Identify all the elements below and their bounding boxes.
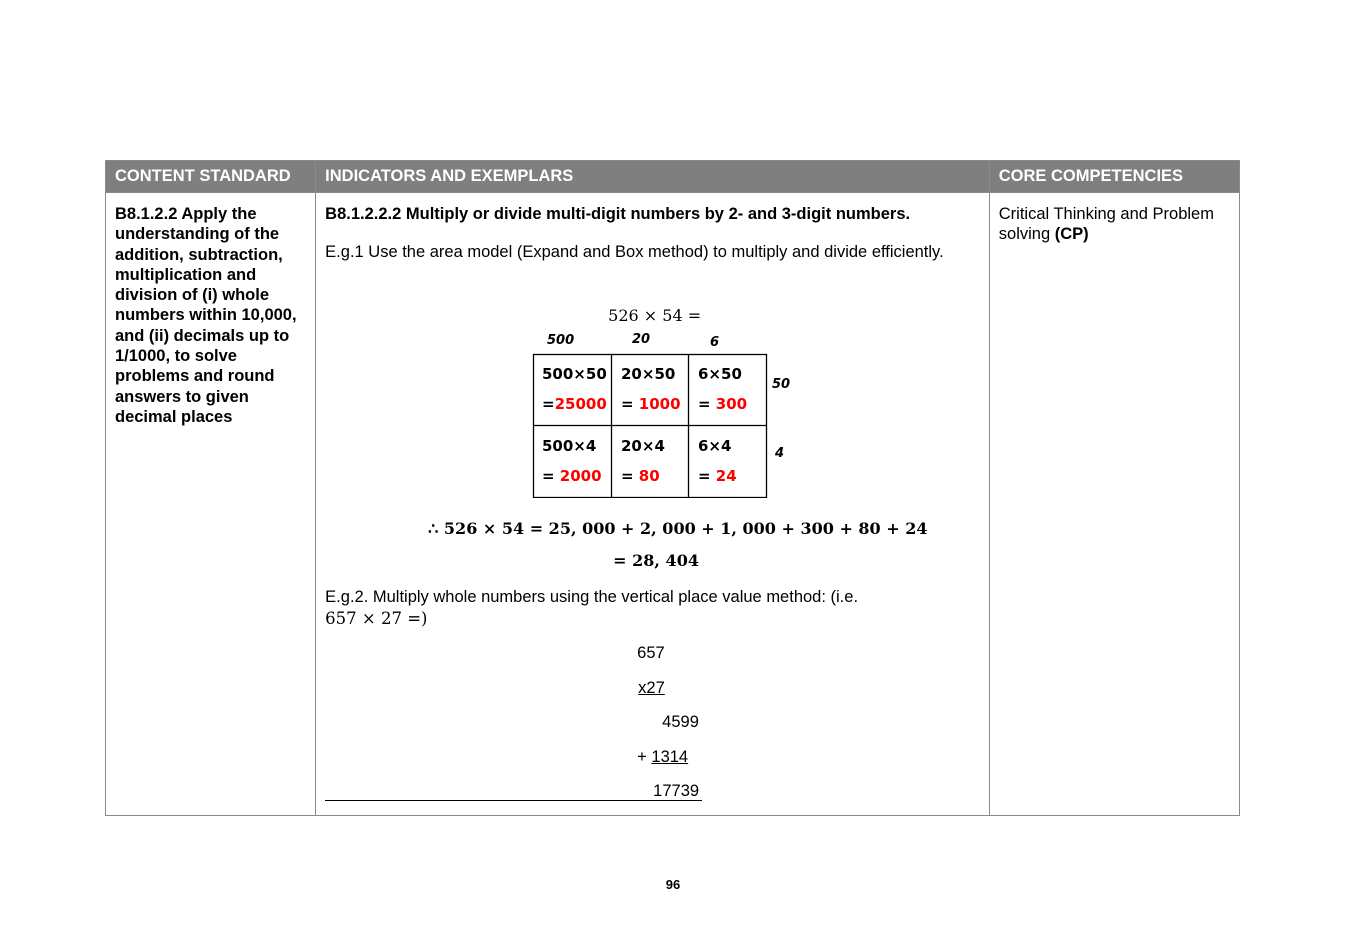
page-number: 96 (665, 877, 681, 892)
example-2-text: E.g.2. Multiply whole numbers using the vertical place value method: (i.e. (325, 588, 859, 606)
indicators-cell (316, 193, 990, 816)
curriculum-table (105, 160, 1240, 816)
example-2-equation: 657 × 27 =) (325, 609, 428, 628)
plus-sign: + (637, 748, 652, 766)
sum-line-2: = 28, 404 (613, 551, 699, 570)
area-cell-result: = 80 (621, 467, 660, 485)
area-model-col-label: 6 (710, 335, 720, 350)
area-cell-expression: 20×4 (621, 437, 666, 455)
area-model-col-label: 20 (632, 333, 651, 347)
header-row (106, 161, 1240, 193)
answer-rule (325, 800, 702, 801)
table-row (106, 193, 1240, 816)
area-model-row-label: 4 (775, 446, 785, 461)
area-cell-expression: 6×4 (698, 437, 732, 455)
area-cell-expression: 6×50 (698, 365, 743, 383)
partial-product-2-row (637, 747, 688, 767)
core-competencies-cell (989, 193, 1239, 816)
area-model-row-label: 50 (772, 377, 791, 392)
area-cell-result: = 1000 (621, 395, 681, 413)
partial-product-1: 4599 (662, 713, 699, 731)
multiplicand: 657 (637, 644, 665, 662)
area-cell-result: =25000 (542, 395, 607, 413)
final-answer: 17739 (653, 782, 700, 800)
indicator-title: B8.1.2.2.2 Multiply or divide multi-digit numbers by 2- and 3-digit numbers. (325, 205, 911, 223)
area-cell-expression: 20×50 (621, 365, 676, 383)
area-cell-expression: 500×4 (542, 437, 597, 455)
area-cell-result: = 2000 (542, 467, 602, 485)
area-cell-expression: 500×50 (542, 365, 607, 383)
partial-product-2: 1314 (651, 748, 689, 766)
sum-line-1: ∴ 526 × 54 = 25, 000 + 2, 000 + 1, 000 + 300 + 80 + 24 (428, 519, 928, 538)
header-content-standard: CONTENT STANDARD (106, 161, 316, 193)
area-cell-result: = 300 (698, 395, 748, 413)
core-competencies-code: (CP) (1054, 225, 1089, 244)
area-model-diagram (532, 333, 807, 498)
example-2 (325, 586, 858, 630)
example-1-text: E.g.1 Use the area model (Expand and Box method) to multiply and divide efficiently. (325, 243, 944, 262)
area-cell-result: = 24 (698, 467, 737, 485)
header-core-competencies: CORE COMPETENCIES (989, 161, 1239, 193)
example-1-equation: 526 × 54 = (608, 306, 702, 325)
header-indicators: INDICATORS AND EXEMPLARS (316, 161, 990, 193)
multiplier: x27 (638, 679, 665, 697)
core-competencies-text (999, 204, 1230, 245)
content-standard-cell (106, 193, 316, 816)
area-model-col-label: 500 (547, 333, 575, 348)
core-competencies-label: Critical Thinking and Problem solving (998, 205, 1214, 244)
content-standard-text: B8.1.2.2 Apply the understanding of the addition, subtraction, multiplication and division of (i) whole numbers within 10,000, and (ii) decimals up to 1/1000, to solve problems and round answers to given decimal places (115, 205, 297, 426)
